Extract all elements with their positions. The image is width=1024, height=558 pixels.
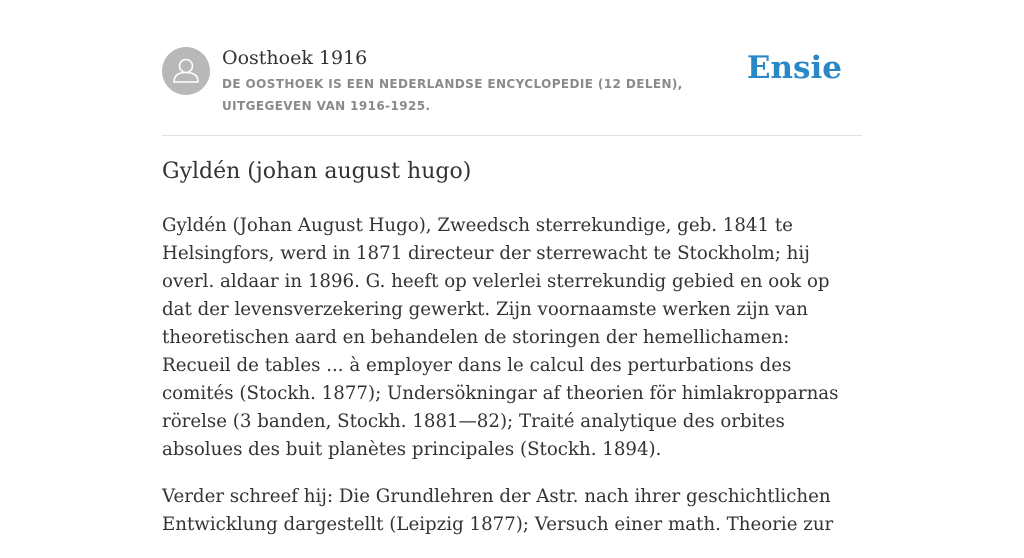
source-name[interactable]: Oosthoek 1916 [222,47,368,69]
ensie-logo[interactable]: Ensie [746,50,842,86]
source-header [162,46,862,118]
entry-paragraph: Gyldén (Johan August Hugo), Zweedsch sterrekundige, geb. 1841 te Helsingfors, werd in 1871 directeur der sterrewacht te Stockholm; hij overl. aldaar in 1896. G. heeft op velerlei sterrekundig gebied en ook op dat der levensverzekering gewerkt. Zijn voornaamste werken zijn van theoretischen aard en behandelen de storingen der hemellichamen: Recueil de tables ... à employer dans le calcul des perturbations des comités (Stockh. 1877); Undersökningar af theorien för himlakropparnas rörelse (3 banden, Stockh. 1881—82); Traité analytique des orbites absolues des buit planètes principales (Stockh. 1894). [162,215,839,460]
source-description: DE OOSTHOEK IS EEN NEDERLANDSE ENCYCLOPEDIE (12 DELEN), UITGEGEVEN VAN 1916-1925. [222,77,683,113]
entry-body [162,212,862,558]
header-divider [162,135,862,136]
source-avatar[interactable] [162,47,210,95]
user-silhouette-icon [162,47,210,95]
entry-title: Gyldén (johan august hugo) [162,159,472,184]
entry-paragraph: Verder schreef hij: Die Grundlehren der Astr. nach ihrer geschichtlichen Entwicklung dargestellt (Leipzig 1877); Versuch einer math. Theorie zur [162,486,834,535]
